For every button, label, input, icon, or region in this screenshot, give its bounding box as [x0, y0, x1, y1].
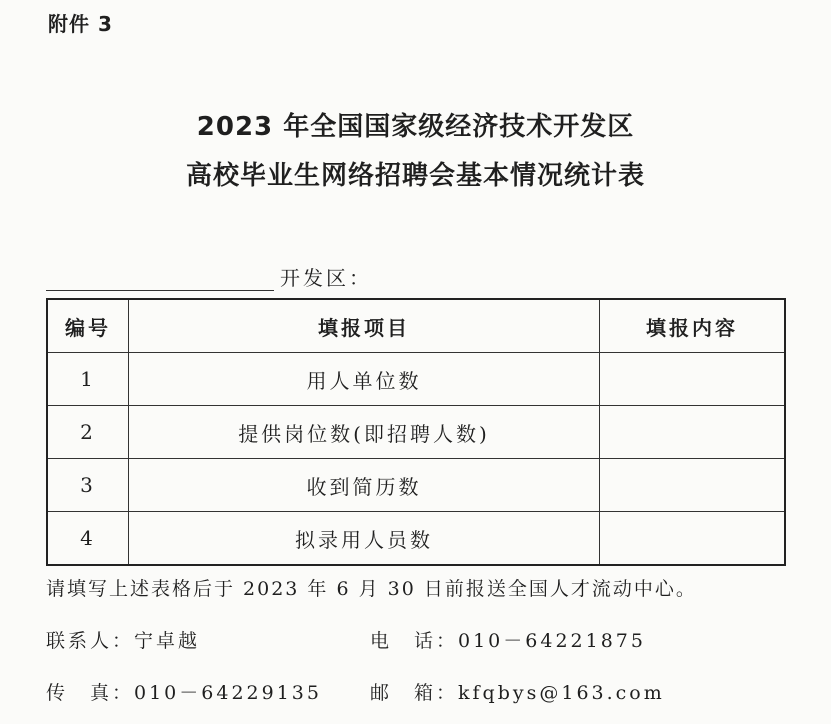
- row-number: 3: [47, 459, 129, 512]
- table-header-row: [47, 299, 785, 353]
- row-value-cell[interactable]: [600, 459, 786, 512]
- table-row: [47, 353, 785, 406]
- contact-fax: 传 真：010－64229135: [46, 682, 322, 704]
- zone-label: 开发区：: [280, 266, 372, 290]
- header-number: 编号: [47, 299, 129, 353]
- table-row: [47, 406, 785, 459]
- row-value-cell[interactable]: [600, 353, 786, 406]
- row-item: 拟录用人员数: [129, 512, 600, 566]
- row-item: 用人单位数: [129, 353, 600, 406]
- table-row: [47, 459, 785, 512]
- title-line-2: 高校毕业生网络招聘会基本情况统计表: [185, 161, 645, 191]
- contact-email[interactable]: 邮 箱：kfqbys@163.com: [370, 682, 665, 704]
- row-item: 收到简历数: [129, 459, 600, 512]
- submission-note: 请填写上述表格后于 2023 年 6 月 30 日前报送全国人才流动中心。: [46, 578, 697, 600]
- table-row: [47, 512, 785, 566]
- contact-phone: 电 话：010－64221875: [370, 630, 646, 652]
- zone-blank-line[interactable]: [46, 268, 274, 291]
- row-item: 提供岗位数(即招聘人数): [129, 406, 600, 459]
- statistics-table: [46, 298, 786, 566]
- title-line-1: 2023 年全国国家级经济技术开发区: [196, 112, 635, 142]
- header-item: 填报项目: [129, 299, 600, 353]
- zone-field: [46, 262, 372, 291]
- row-number: 4: [47, 512, 129, 566]
- contact-person: 联系人：宁卓越: [46, 630, 201, 652]
- attachment-label: 附件 3: [48, 12, 113, 36]
- header-content: 填报内容: [600, 299, 786, 353]
- row-value-cell[interactable]: [600, 512, 786, 566]
- row-value-cell[interactable]: [600, 406, 786, 459]
- row-number: 1: [47, 353, 129, 406]
- row-number: 2: [47, 406, 129, 459]
